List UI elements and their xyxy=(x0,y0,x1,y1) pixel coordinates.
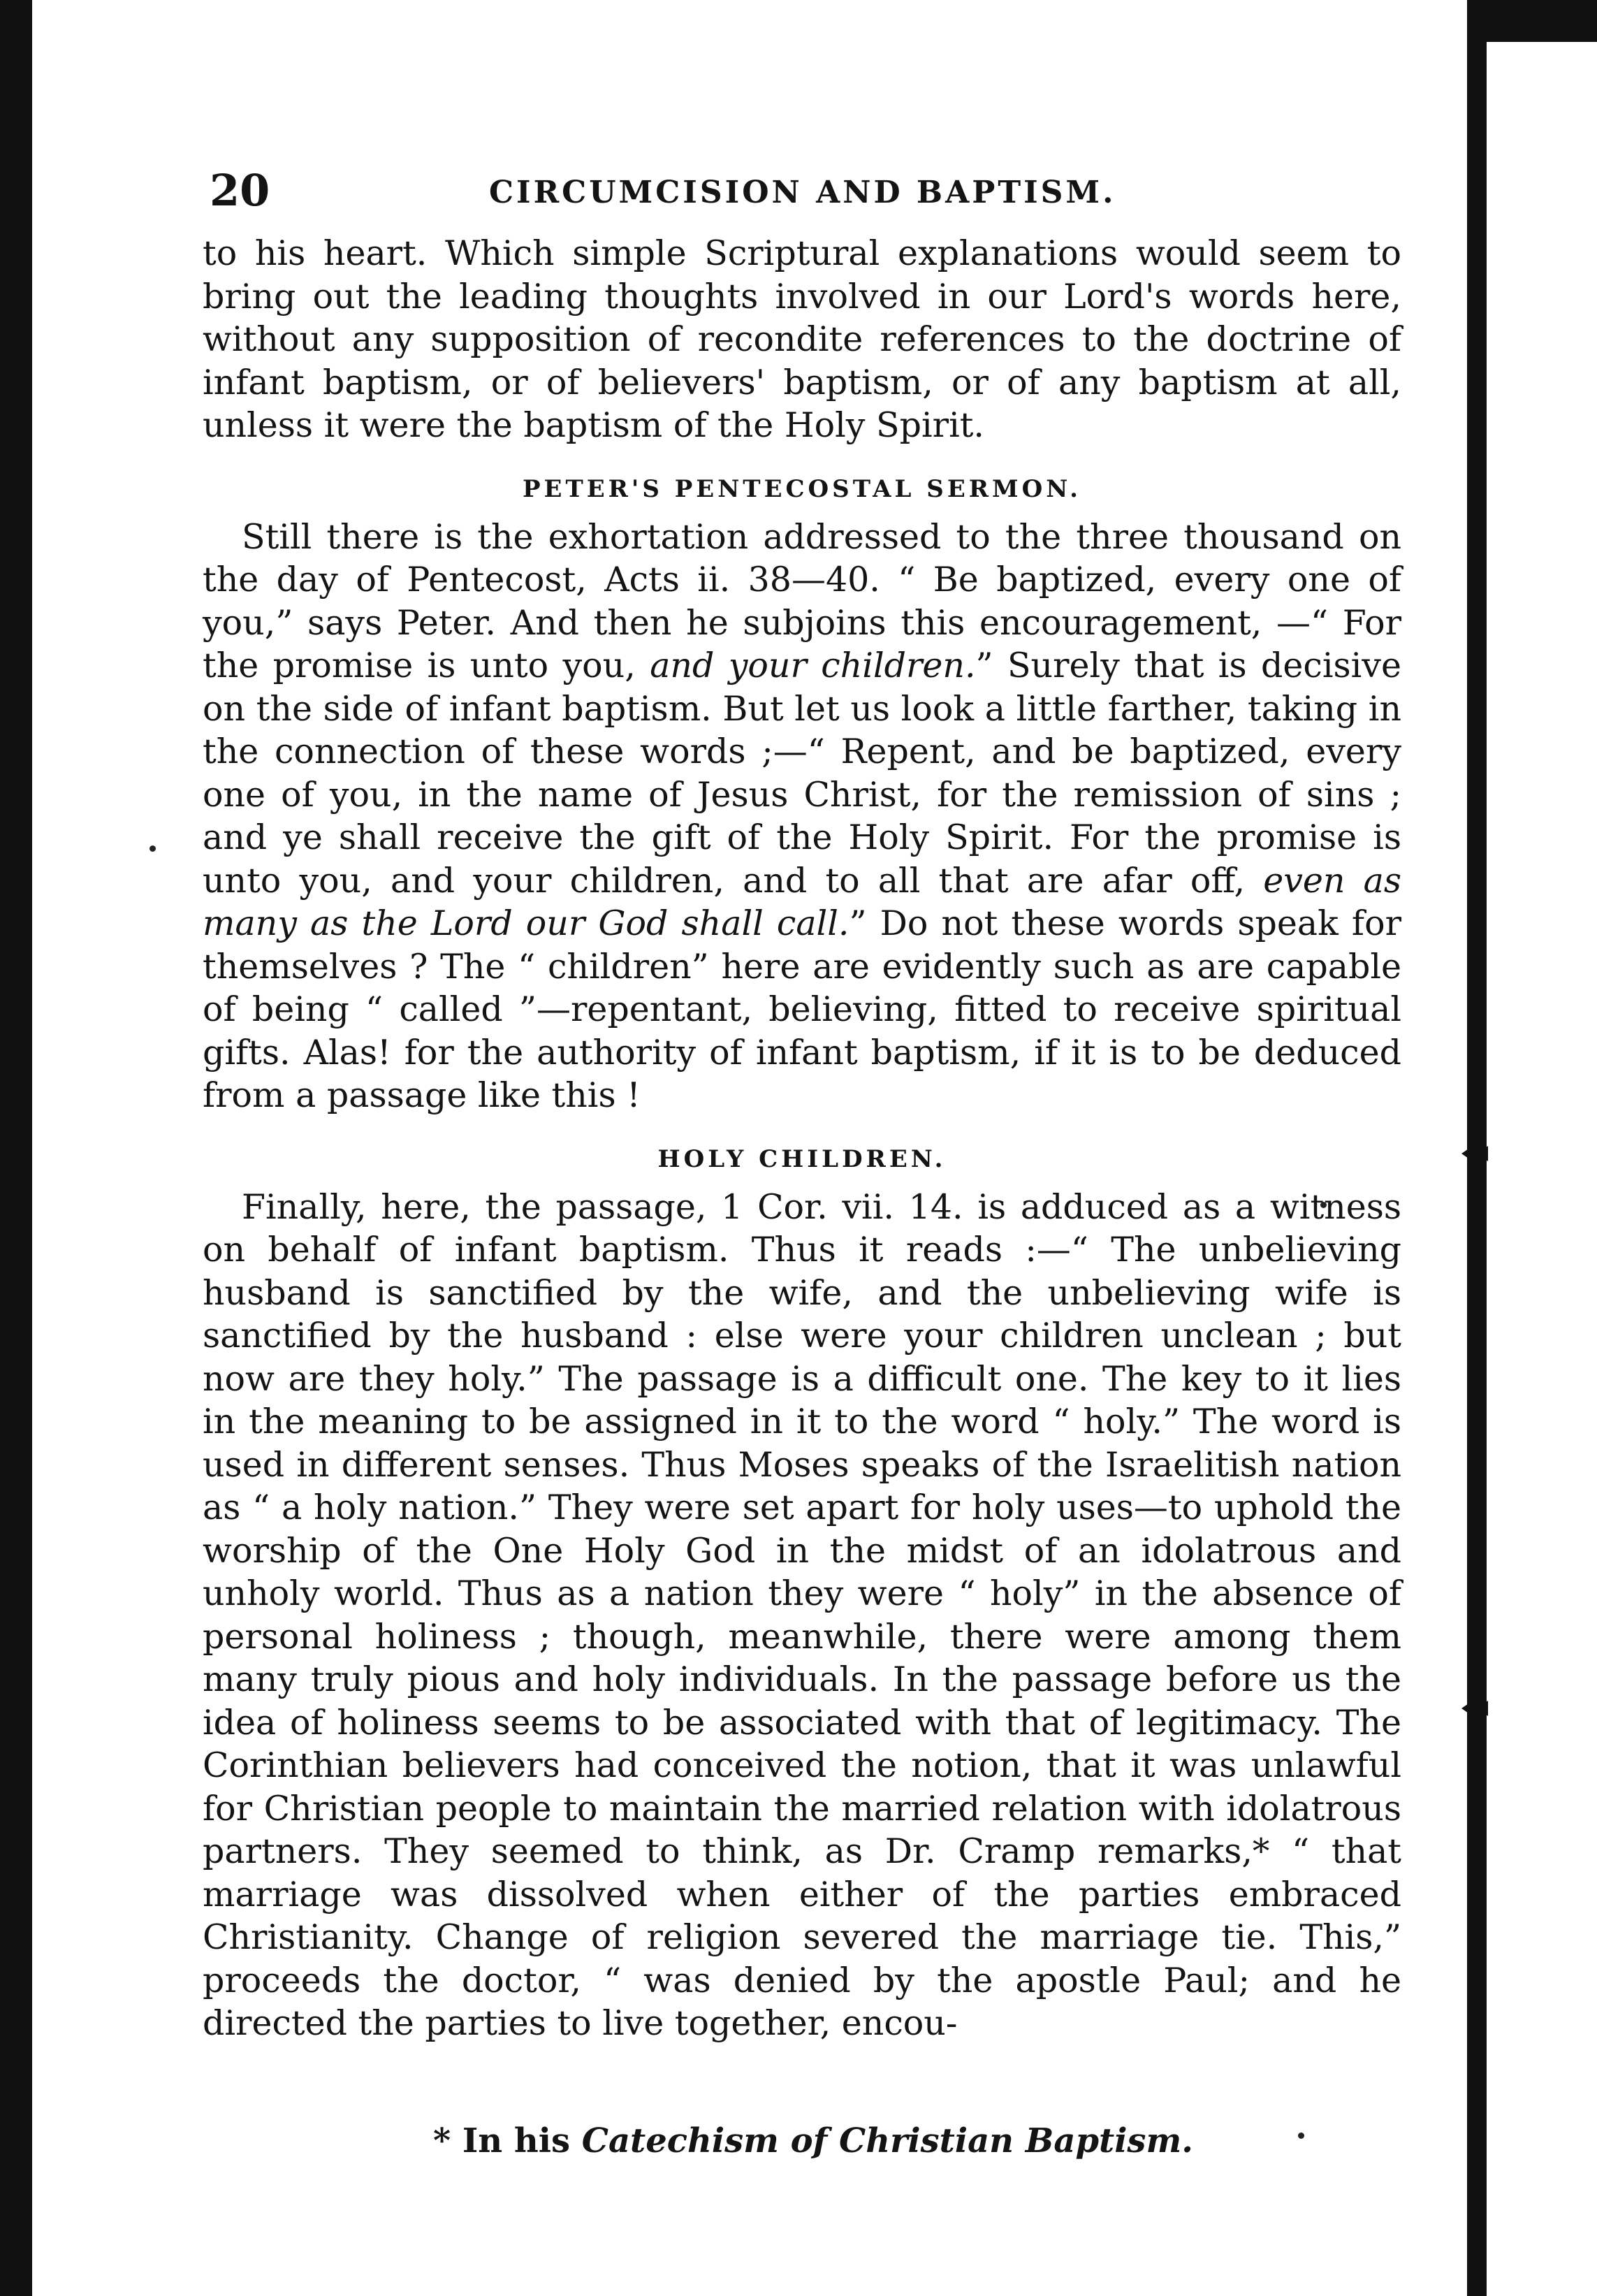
facing-page-edge xyxy=(1487,0,1597,2296)
scan-corner-shadow xyxy=(1487,0,1597,42)
section-heading: PETER'S PENTECOSTAL SERMON. xyxy=(522,474,1082,503)
paragraph: to his heart. Which simple Scriptural explanations would seem to bring out the leading thoughts involved in our Lord's words here, without any supposition of recondite references to the doctrine of infant baptism, or of believers' baptism, or of any baptism at all, unless it were the baptism of the Holy Spirit. xyxy=(203,233,1401,445)
footnote-title: Catechism of Christian Baptism. xyxy=(581,2121,1193,2160)
scan-border-left xyxy=(0,0,32,2296)
scan-speck xyxy=(150,845,156,852)
page-header xyxy=(210,165,1397,221)
page-tab-marker xyxy=(1461,1698,1492,1719)
paragraph: Still there is the exhortation addressed to the three thousand on the day of Pentecost, Acts ii. 38—40. “ Be baptized, every one of you,” says Peter. And then he subjoins this encouragement, —“ For the promise is unto you, and your children.” Surely that is decisive on the side of infant baptism. But let us look a little farther, taking in the connection of these words ;—“ Repent, and be baptized, every one of you, in the name of Jesus Christ, for the remission of sins ; and ye shall receive the gift of the Holy Spirit. For the promise is unto you, and your children, and to all that are afar off, even as many as the Lord our God shall call.” Do not these words speak for themselves ? The “ children” here are evidently such as are capable of being “ called ”—repentant, believing, fitted to receive spiritual gifts. Alas! for the authority of infant baptism, if it is to be deduced from a passage like this ! xyxy=(203,516,1401,1115)
running-head: CIRCUMCISION AND BAPTISM. xyxy=(489,175,1116,210)
scan-speck xyxy=(1298,2132,1304,2139)
footnote-marker: * In his xyxy=(433,2121,582,2160)
paragraph: Finally, here, the passage, 1 Cor. vii. 14. is adduced as a witness on behalf of infant baptism. Thus it reads :—“ The unbelieving husband is sanctified by the wife, and the unbelieving wife is sanctified by the husband : else were your children unclean ; but now are they holy.” The passage is a difficult one. The key to it lies in the meaning to be assigned in it to the word “ holy.” The word is used in different senses. Thus Moses speaks of the Israelitish nation as “ a holy nation.” They were set apart for holy uses—to uphold the worship of the One Holy God in the midst of an idolatrous and unholy world. Thus as a nation they were “ holy” in the absence of personal holiness ; though, meanwhile, there were among them many truly pious and holy individuals. In the passage before us the idea of holiness seems to be associated with that of legitimacy. The Corinthian believers had conceived the notion, that it was unlawful for Christian people to maintain the married relation with idolatrous partners. They seemed to think, as Dr. Cramp remarks,* “ that marriage was dissolved when either of the parties embraced Christianity. Change of religion severed the marriage tie. This,” proceeds the doctor, “ was denied by the apostle Paul; and he directed the parties to live together, encou- xyxy=(203,1186,1401,2043)
body-text xyxy=(203,232,1401,2045)
page-number: 20 xyxy=(210,165,270,216)
page-tab-marker xyxy=(1461,1143,1492,1164)
section-heading: HOLY CHILDREN. xyxy=(657,1145,947,1173)
footnote xyxy=(433,2121,1193,2160)
